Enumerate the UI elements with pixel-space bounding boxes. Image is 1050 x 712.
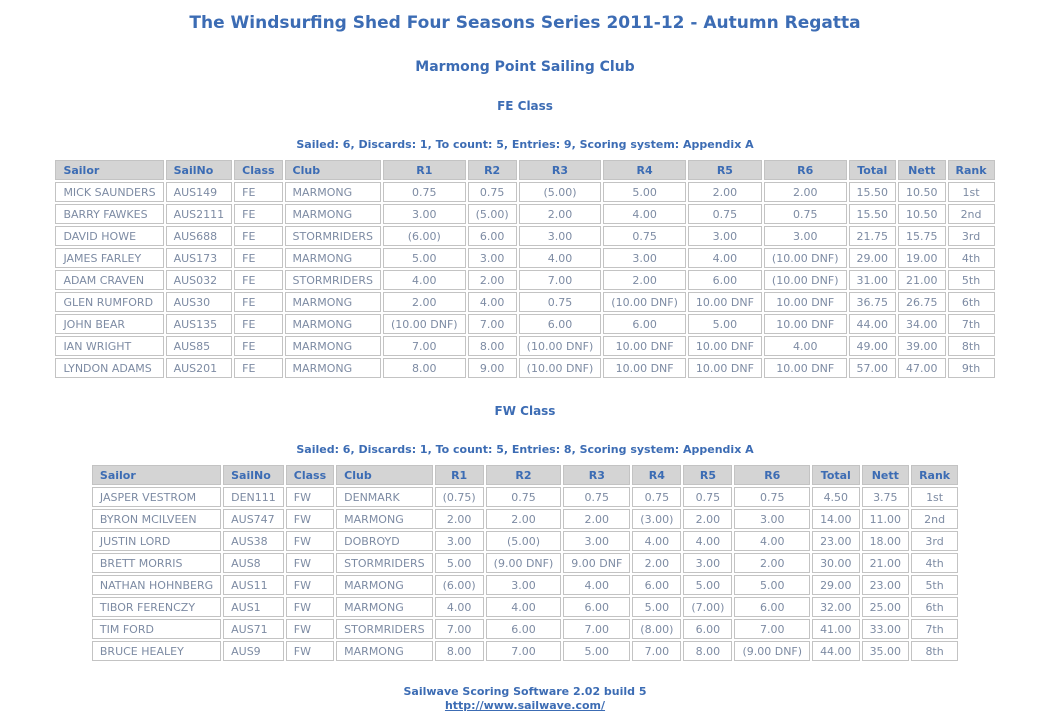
table-cell: 4.00	[632, 531, 681, 551]
table-cell: 6.00	[563, 597, 630, 617]
table-cell: 4.00	[383, 270, 466, 290]
table-cell: 9.00	[468, 358, 517, 378]
table-cell: (7.00)	[683, 597, 732, 617]
table-cell: 8.00	[435, 641, 484, 661]
table-cell: BARRY FAWKES	[55, 204, 163, 224]
table-cell: (5.00)	[486, 531, 562, 551]
table-cell: FW	[286, 487, 334, 507]
column-header-r6: R6	[764, 160, 847, 180]
table-cell: MARMONG	[285, 182, 381, 202]
table-cell: MARMONG	[285, 358, 381, 378]
table-cell: (5.00)	[468, 204, 517, 224]
table-cell: 44.00	[812, 641, 860, 661]
table-cell: 10.00 DNF	[603, 358, 686, 378]
table-cell: STORMRIDERS	[336, 619, 432, 639]
table-cell: (10.00 DNF)	[383, 314, 466, 334]
table-cell: 3.00	[688, 226, 762, 246]
table-cell: 2.00	[764, 182, 847, 202]
table-cell: LYNDON ADAMS	[55, 358, 163, 378]
table-cell: (8.00)	[632, 619, 681, 639]
table-cell: 3rd	[911, 531, 958, 551]
table-cell: 1st	[948, 182, 995, 202]
table-cell: 29.00	[849, 248, 897, 268]
table-cell: AUS11	[223, 575, 284, 595]
table-cell: 0.75	[764, 204, 847, 224]
table-cell: 8th	[911, 641, 958, 661]
table-cell: 31.00	[849, 270, 897, 290]
table-cell: STORMRIDERS	[285, 226, 381, 246]
table-cell: 10.50	[898, 204, 946, 224]
table-cell: 7.00	[632, 641, 681, 661]
table-cell: 0.75	[486, 487, 562, 507]
table-cell: DAVID HOWE	[55, 226, 163, 246]
table-header-row	[55, 160, 994, 180]
table-cell: 3.00	[519, 226, 602, 246]
table-cell: 32.00	[812, 597, 860, 617]
fw-class-results-table	[90, 463, 960, 663]
table-cell: MARMONG	[336, 509, 432, 529]
table-cell: STORMRIDERS	[285, 270, 381, 290]
table-cell: 15.50	[849, 182, 897, 202]
table-cell: MARMONG	[285, 204, 381, 224]
table-cell: DENMARK	[336, 487, 432, 507]
table-cell: 0.75	[603, 226, 686, 246]
table-cell: 4.50	[812, 487, 860, 507]
table-cell: AUS032	[166, 270, 233, 290]
table-cell: 5.00	[603, 182, 686, 202]
table-cell: DEN111	[223, 487, 284, 507]
table-cell: 10.50	[898, 182, 946, 202]
club-title: Marmong Point Sailing Club	[415, 59, 635, 75]
table-cell: 4.00	[563, 575, 630, 595]
column-header-r5: R5	[688, 160, 762, 180]
table-cell: 39.00	[898, 336, 946, 356]
column-header-club: Club	[285, 160, 381, 180]
class-title-fe: FE Class	[497, 99, 553, 113]
table-row	[92, 619, 958, 639]
table-cell: 34.00	[898, 314, 946, 334]
table-cell: 5th	[948, 270, 995, 290]
table-cell: FE	[234, 226, 282, 246]
table-cell: 7.00	[734, 619, 810, 639]
table-cell: 4.00	[468, 292, 517, 312]
table-cell: 21.00	[898, 270, 946, 290]
table-cell: FE	[234, 358, 282, 378]
table-cell: 0.75	[683, 487, 732, 507]
table-cell: AUS85	[166, 336, 233, 356]
table-cell: 2.00	[563, 509, 630, 529]
table-cell: (10.00 DNF)	[764, 270, 847, 290]
column-header-r6: R6	[734, 465, 810, 485]
table-row	[92, 597, 958, 617]
table-cell: FE	[234, 204, 282, 224]
table-cell: 14.00	[812, 509, 860, 529]
table-row	[92, 509, 958, 529]
table-cell: 3rd	[948, 226, 995, 246]
table-cell: 1st	[911, 487, 958, 507]
table-cell: BRUCE HEALEY	[92, 641, 221, 661]
table-cell: (5.00)	[519, 182, 602, 202]
column-header-total: Total	[849, 160, 897, 180]
table-cell: 4th	[911, 553, 958, 573]
table-cell: 0.75	[734, 487, 810, 507]
table-cell: 2.00	[486, 509, 562, 529]
table-cell: 2.00	[435, 509, 484, 529]
sailwave-link[interactable]: http://www.sailwave.com/	[444, 699, 606, 712]
fw-class-section	[0, 404, 1050, 663]
table-cell: BYRON MCILVEEN	[92, 509, 221, 529]
table-cell: (9.00 DNF)	[486, 553, 562, 573]
page-footer	[0, 685, 1050, 712]
column-header-rank: Rank	[911, 465, 958, 485]
table-cell: AUS747	[223, 509, 284, 529]
table-cell: 3.75	[862, 487, 910, 507]
table-row	[55, 204, 994, 224]
table-cell: 8.00	[683, 641, 732, 661]
fe-class-section	[0, 99, 1050, 380]
table-cell: 3.00	[734, 509, 810, 529]
table-cell: FW	[286, 509, 334, 529]
table-cell: 49.00	[849, 336, 897, 356]
table-cell: 0.75	[563, 487, 630, 507]
table-cell: 3.00	[468, 248, 517, 268]
table-cell: 2.00	[734, 553, 810, 573]
table-cell: 6th	[948, 292, 995, 312]
column-header-r3: R3	[519, 160, 602, 180]
table-cell: 2.00	[632, 553, 681, 573]
table-cell: 6.00	[688, 270, 762, 290]
table-cell: 25.00	[862, 597, 910, 617]
software-credit: Sailwave Scoring Software 2.02 build 5	[403, 685, 647, 698]
table-cell: 6.00	[486, 619, 562, 639]
column-header-r4: R4	[603, 160, 686, 180]
table-cell: 6.00	[683, 619, 732, 639]
table-cell: 0.75	[383, 182, 466, 202]
table-cell: 2.00	[519, 204, 602, 224]
table-cell: MICK SAUNDERS	[55, 182, 163, 202]
table-cell: IAN WRIGHT	[55, 336, 163, 356]
table-cell: TIM FORD	[92, 619, 221, 639]
table-cell: AUS149	[166, 182, 233, 202]
table-cell: 4.00	[435, 597, 484, 617]
column-header-nett: Nett	[898, 160, 946, 180]
table-cell: 2.00	[688, 182, 762, 202]
column-header-r5: R5	[683, 465, 732, 485]
table-row	[55, 226, 994, 246]
table-cell: 10.00 DNF	[764, 314, 847, 334]
table-cell: 7th	[948, 314, 995, 334]
table-cell: FW	[286, 553, 334, 573]
column-header-nett: Nett	[862, 465, 910, 485]
table-cell: JOHN BEAR	[55, 314, 163, 334]
series-summary-fe: Sailed: 6, Discards: 1, To count: 5, Entries: 9, Scoring system: Appendix A	[296, 138, 754, 151]
table-cell: 3.00	[563, 531, 630, 551]
table-cell: 57.00	[849, 358, 897, 378]
table-cell: 30.00	[812, 553, 860, 573]
table-cell: 7th	[911, 619, 958, 639]
table-cell: 15.50	[849, 204, 897, 224]
table-cell: MARMONG	[285, 248, 381, 268]
table-cell: (9.00 DNF)	[734, 641, 810, 661]
table-cell: 7.00	[563, 619, 630, 639]
table-cell: BRETT MORRIS	[92, 553, 221, 573]
table-cell: STORMRIDERS	[336, 553, 432, 573]
table-cell: TIBOR FERENCZY	[92, 597, 221, 617]
table-cell: ADAM CRAVEN	[55, 270, 163, 290]
table-cell: 8th	[948, 336, 995, 356]
table-cell: NATHAN HOHNBERG	[92, 575, 221, 595]
table-cell: 9.00 DNF	[563, 553, 630, 573]
table-cell: (10.00 DNF)	[764, 248, 847, 268]
table-cell: 4.00	[764, 336, 847, 356]
column-header-class: Class	[286, 465, 334, 485]
table-cell: (10.00 DNF)	[519, 358, 602, 378]
table-row	[55, 182, 994, 202]
table-cell: 3.00	[435, 531, 484, 551]
table-cell: AUS30	[166, 292, 233, 312]
column-header-r2: R2	[468, 160, 517, 180]
table-cell: 3.00	[486, 575, 562, 595]
table-cell: 5.00	[734, 575, 810, 595]
table-cell: 6th	[911, 597, 958, 617]
table-cell: 2.00	[683, 509, 732, 529]
table-cell: 3.00	[764, 226, 847, 246]
table-cell: 6.00	[468, 226, 517, 246]
table-cell: 4.00	[683, 531, 732, 551]
table-row	[92, 487, 958, 507]
fe-class-results-table	[53, 158, 996, 380]
table-cell: 3.00	[383, 204, 466, 224]
column-header-class: Class	[234, 160, 282, 180]
table-cell: FE	[234, 314, 282, 334]
table-cell: 4.00	[688, 248, 762, 268]
column-header-sailor: Sailor	[55, 160, 163, 180]
table-cell: 2.00	[468, 270, 517, 290]
table-cell: 10.00 DNF	[764, 358, 847, 378]
table-cell: 0.75	[688, 204, 762, 224]
table-cell: GLEN RUMFORD	[55, 292, 163, 312]
table-cell: JAMES FARLEY	[55, 248, 163, 268]
series-summary-fw: Sailed: 6, Discards: 1, To count: 5, Entries: 8, Scoring system: Appendix A	[296, 443, 754, 456]
table-cell: 6.00	[603, 314, 686, 334]
table-cell: 7.00	[468, 314, 517, 334]
table-cell: 23.00	[862, 575, 910, 595]
column-header-rank: Rank	[948, 160, 995, 180]
table-cell: AUS71	[223, 619, 284, 639]
table-cell: 5.00	[688, 314, 762, 334]
table-cell: 44.00	[849, 314, 897, 334]
table-cell: 5th	[911, 575, 958, 595]
table-cell: AUS201	[166, 358, 233, 378]
table-cell: 0.75	[519, 292, 602, 312]
table-cell: FE	[234, 248, 282, 268]
table-cell: 10.00 DNF	[688, 292, 762, 312]
table-cell: 2.00	[603, 270, 686, 290]
column-header-sailno: SailNo	[166, 160, 233, 180]
table-cell: FE	[234, 270, 282, 290]
table-cell: AUS2111	[166, 204, 233, 224]
table-cell: 19.00	[898, 248, 946, 268]
table-cell: 3.00	[603, 248, 686, 268]
table-cell: (10.00 DNF)	[603, 292, 686, 312]
table-cell: 7.00	[486, 641, 562, 661]
table-cell: 0.75	[468, 182, 517, 202]
table-cell: 33.00	[862, 619, 910, 639]
table-row	[55, 270, 994, 290]
table-cell: 5.00	[383, 248, 466, 268]
table-cell: AUS8	[223, 553, 284, 573]
table-cell: FW	[286, 531, 334, 551]
table-cell: 18.00	[862, 531, 910, 551]
column-header-r2: R2	[486, 465, 562, 485]
table-cell: FE	[234, 292, 282, 312]
table-cell: FE	[234, 336, 282, 356]
table-cell: 6.00	[519, 314, 602, 334]
table-cell: 5.00	[632, 597, 681, 617]
table-cell: 7.00	[519, 270, 602, 290]
table-cell: MARMONG	[285, 336, 381, 356]
table-cell: 5.00	[563, 641, 630, 661]
table-cell: 21.00	[862, 553, 910, 573]
column-header-r1: R1	[383, 160, 466, 180]
table-cell: 9th	[948, 358, 995, 378]
table-cell: AUS688	[166, 226, 233, 246]
table-cell: AUS173	[166, 248, 233, 268]
table-row	[55, 248, 994, 268]
table-cell: AUS9	[223, 641, 284, 661]
table-cell: MARMONG	[285, 292, 381, 312]
column-header-sailno: SailNo	[223, 465, 284, 485]
table-cell: 29.00	[812, 575, 860, 595]
table-cell: 6.00	[734, 597, 810, 617]
table-row	[92, 575, 958, 595]
table-cell: (0.75)	[435, 487, 484, 507]
column-header-club: Club	[336, 465, 432, 485]
class-title-fw: FW Class	[494, 404, 556, 418]
table-cell: 7.00	[383, 336, 466, 356]
column-header-r4: R4	[632, 465, 681, 485]
table-row	[92, 531, 958, 551]
table-cell: 7.00	[435, 619, 484, 639]
table-cell: 4.00	[486, 597, 562, 617]
table-cell: 3.00	[683, 553, 732, 573]
table-row	[55, 336, 994, 356]
table-cell: 10.00 DNF	[688, 336, 762, 356]
table-cell: 15.75	[898, 226, 946, 246]
table-cell: 36.75	[849, 292, 897, 312]
table-cell: FW	[286, 619, 334, 639]
table-cell: (6.00)	[383, 226, 466, 246]
table-cell: 11.00	[862, 509, 910, 529]
table-cell: 4.00	[519, 248, 602, 268]
table-cell: (6.00)	[435, 575, 484, 595]
table-cell: 8.00	[383, 358, 466, 378]
table-cell: JASPER VESTROM	[92, 487, 221, 507]
table-cell: 10.00 DNF	[688, 358, 762, 378]
table-cell: (10.00 DNF)	[519, 336, 602, 356]
table-cell: 5.00	[435, 553, 484, 573]
table-cell: FW	[286, 641, 334, 661]
table-row	[55, 358, 994, 378]
table-cell: JUSTIN LORD	[92, 531, 221, 551]
table-cell: 23.00	[812, 531, 860, 551]
table-cell: FE	[234, 182, 282, 202]
table-cell: 35.00	[862, 641, 910, 661]
table-cell: 10.00 DNF	[764, 292, 847, 312]
table-cell: 6.00	[632, 575, 681, 595]
table-cell: MARMONG	[336, 597, 432, 617]
table-row	[92, 641, 958, 661]
table-cell: 41.00	[812, 619, 860, 639]
table-cell: 4.00	[603, 204, 686, 224]
table-cell: MARMONG	[336, 641, 432, 661]
table-cell: 10.00 DNF	[603, 336, 686, 356]
table-cell: AUS135	[166, 314, 233, 334]
page-title: The Windsurfing Shed Four Seasons Series 2011-12 - Autumn Regatta	[189, 13, 861, 33]
table-cell: (3.00)	[632, 509, 681, 529]
table-header-row	[92, 465, 958, 485]
table-cell: 2.00	[383, 292, 466, 312]
table-row	[92, 553, 958, 573]
table-cell: FW	[286, 575, 334, 595]
table-cell: 0.75	[632, 487, 681, 507]
table-cell: 2nd	[948, 204, 995, 224]
column-header-r1: R1	[435, 465, 484, 485]
table-cell: 2nd	[911, 509, 958, 529]
table-cell: 4th	[948, 248, 995, 268]
table-cell: FW	[286, 597, 334, 617]
table-cell: 47.00	[898, 358, 946, 378]
table-cell: AUS38	[223, 531, 284, 551]
table-cell: 8.00	[468, 336, 517, 356]
table-cell: MARMONG	[285, 314, 381, 334]
table-row	[55, 292, 994, 312]
table-cell: DOBROYD	[336, 531, 432, 551]
table-cell: AUS1	[223, 597, 284, 617]
column-header-r3: R3	[563, 465, 630, 485]
table-cell: 4.00	[734, 531, 810, 551]
column-header-sailor: Sailor	[92, 465, 221, 485]
table-cell: 26.75	[898, 292, 946, 312]
column-header-total: Total	[812, 465, 860, 485]
table-cell: 21.75	[849, 226, 897, 246]
table-cell: MARMONG	[336, 575, 432, 595]
table-row	[55, 314, 994, 334]
table-cell: 5.00	[683, 575, 732, 595]
